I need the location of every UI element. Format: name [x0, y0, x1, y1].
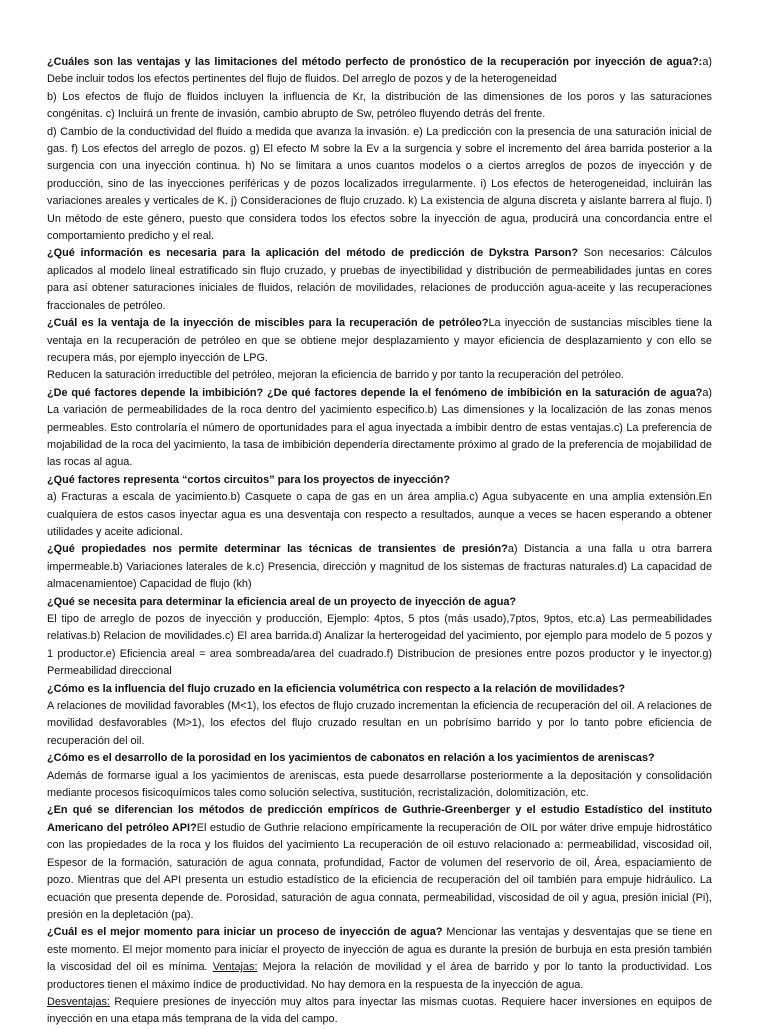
ventajas-label: Ventajas:	[212, 961, 258, 974]
answer-miscibles: La inyección de sustancias miscibles tiene la ventaja en la recuperación de petróleo en que se obtiene mejor desplazamiento y mayor eficiencia de desplazamiento y con ello se recupera más, por ejemplo inyección de LPG.	[47, 317, 712, 364]
answer-1: a) Debe incluir todos los efectos pertinentes del flujo de fluidos. Del arreglo de pozos y de la heterogeneidad	[47, 56, 712, 86]
question-cortos-circuitos: ¿Qué factores representa “cortos circuitos” para los proyectos de inyección?	[47, 473, 451, 486]
answer-miscibles-cont: Reducen la saturación irreductible del petróleo, mejoran la eficiencia de barrido y por tanto la recuperación del petróleo.	[47, 369, 624, 382]
question-flujo-cruzado: ¿Cómo es la influencia del flujo cruzado en la eficiencia volumétrica con respecto a la relación de movilidades?	[47, 682, 625, 695]
answer-transientes: a) Distancia a una falla u otra barrera impermeable.b) Variaciones laterales de k.c) Presencia, dirección y magnitud de los sistemas de fracturas naturales.d) La capacidad de almacenamientoe) Capacidad de flujo (kh)	[47, 543, 712, 591]
paragraph-18	[47, 924, 712, 994]
paragraph-4	[47, 245, 712, 315]
desventajas-text: Requiere presiones de inyección muy altos para inyectar las mismas cuotas. Requiere hacer inversiones en equipos de inyección en una etapa más temprana de la vida del campo.	[47, 995, 712, 1026]
question-1: ¿Cuáles son las ventajas y las limitaciones del método perfecto de pronóstico de la recuperación por inyección de agua?:	[47, 56, 703, 68]
paragraph-15	[47, 750, 712, 767]
answer-2: b) Los efectos de flujo de fluidos incluyen la influencia de Kr, la distribución de las dimensiones de los poros y las saturaciones congénitas. c) Incluirá un frente de invasión, cambio abrupto de Sw, petróleo fluyendo detrás del frente.	[47, 90, 712, 121]
paragraph-11	[47, 594, 712, 611]
paragraph-5	[47, 315, 712, 367]
paragraph-17	[47, 802, 712, 924]
answer-cortos-circuitos: a) Fracturas a escala de yacimiento.b) Casquete o capa de gas en un área amplia.c) Agua subyacente en una amplia extensión.En cualquiera de estos casos inyectar agua es una desventaja con respecto a resultados, aunque a veces se hacen esperando a obtener utilidades y aceite adicional.	[47, 491, 712, 538]
answer-guthrie-api: El estudio de Guthrie relaciono empíricamente la recuperación de OIL por wáter drive empuje hidrostático con las propiedades de la roca y los fluidos del yacimiento La recuperación de oil estuvo relacionado a: permeabilidad, viscosidad oil, Espesor de la formación, saturación de agua connata, profundidad, Factor de volumen del reservorio de oil, Área, espaciamiento de pozo. Mientras que del API presenta un estudio estadístico de la eficiencia de recuperación del oil también para empuje hidráulico. La ecuación que presenta depende de. Porosidad, saturación de agua connata, permeabilidad, viscosidad de oil y agua, presión inicial (Pi), presión en la depletación (pa).	[47, 821, 712, 921]
paragraph-6	[47, 367, 712, 384]
answer-eficiencia-areal: El tipo de arreglo de pozos de inyección y producción, Ejemplo: 4ptos, 5 ptos (más usado),7ptos, 9ptos, etc.a) Las permeabilidades relativas.b) Relacion de movilidades.c) El area barrida.d) Analizar la herterogeidad del yacimiento, por ejemplo para modelo de 5 pozos y 1 productor.e) Eficiencia areal = area sombreada/area del cuadrado.f) Distribucion de presiones entre pozos productor y le inyector.g) Permeabilidad direccional	[47, 613, 712, 678]
paragraph-2	[47, 89, 712, 124]
answer-flujo-cruzado: A relaciones de movilidad favorables (M<1), los efectos de flujo cruzado incrementan la eficiencia de recuperación del oil. A relaciones de movilidad desfavorables (M>1), los efectos del flujo cruzado resultan en un pobrísimo barrido y por lo tanto pobre eficiencia de recuperación del oil.	[47, 700, 712, 747]
question-transientes: ¿Qué propiedades nos permite determinar las técnicas de transientes de presión?	[47, 543, 508, 556]
question-eficiencia-areal: ¿Qué se necesita para determinar la eficiencia areal de un proyecto de inyección de agua?	[47, 595, 517, 608]
answer-mejor-momento: Mencionar las ventajas y desventajas que se tiene en este momento. El mejor momento para iniciar el proyecto de inyección de agua es durante la presión de burbuja en esta presión también la viscosidad del oil es mínima.	[47, 926, 712, 974]
paragraph-3	[47, 124, 712, 246]
paragraph-1	[47, 54, 712, 89]
paragraph-8	[47, 472, 712, 489]
answer-porosidad: Además de formarse igual a los yacimientos de areniscas, esta puede desarrollarse posteriormente a la depositación y consolidación mediante procesos fisicoquímicos tales como solución selectiva, sustitución, recristalización, dolomitización, etc.	[47, 769, 712, 800]
question-guthrie-api: ¿En qué se diferencian los métodos de predicción empíricos de Guthrie-Greenberger y el estudio Estadístico del instituto Americano del petróleo API?	[47, 804, 712, 834]
paragraph-7	[47, 385, 712, 472]
desventajas-label: Desventajas:	[47, 995, 110, 1008]
document-page	[47, 54, 712, 1029]
paragraph-12	[47, 611, 712, 681]
question-porosidad: ¿Cómo es el desarrollo de la porosidad en los yacimientos de cabonatos en relación a los yacimientos de areniscas?	[47, 752, 655, 765]
answer-dykstra-parson: Son necesarios: Cálculos aplicados al modelo lineal estratificado sin flujo cruzado, y pruebas de inyectibilidad y distribución de permeabilidades juntas en cores para así obtener saturaciones iniciales de fluidos, relación de movilidades, relaciones de producción agua-aceite y las recuperaciones fraccionales de petróleo.	[47, 247, 712, 312]
answer-3: d) Cambio de la conductividad del fluido a medida que avanza la invasión. e) La predicción con la presencia de una saturación inicial de gas. f) Los efectos del arreglo de pozos. g) El efecto M sobre la Ev a la surgencia y sobre el incremento del área barrida posterior a la surgencia con una inyección continua. h) No se limitara a unos cuantos modelos o a ciertos arreglos de pozos de inyección y de producción, sino de las inyecciones periféricas y de pozos localizados irregularmente. i) Los efectos de heterogeneidad, incluirán las variaciones areales y verticales de K. j) Consideraciones de flujo cruzado. k) La existencia de alguna discreta y aislante barrera al flujo. l) Un método de este género, puesto que considera todos los efectos sobre la inyección de agua, producirá una concordancia entre el comportamiento predicho y el real.	[47, 125, 712, 243]
answer-imbibicion: a) La variación de permeabilidades de la roca dentro del yacimiento especifico.b) Las dimensiones y la localización de las zonas menos permeables. Esto controlaría el número de oportunidades para el agua inyectada a imbibir dentro de estas ventajas.c) La preferencia de mojabilidad de la roca del yacimiento, la tasa de imbibición dependería directamente próximo al grado de la preferencia de mojabilidad de las rocas al agua.	[47, 386, 712, 469]
paragraph-16	[47, 768, 712, 803]
question-dykstra-parson: ¿Qué información es necesaria para la aplicación del método de predicción de Dykstra Parson?	[47, 247, 579, 260]
paragraph-9	[47, 489, 712, 541]
question-imbibicion: ¿De qué factores depende la imbibición? ¿De qué factores depende la el fenómeno de imbibición en la saturación de agua?	[47, 386, 703, 399]
question-mejor-momento: ¿Cuál es el mejor momento para iniciar un proceso de inyección de agua?	[47, 926, 443, 939]
paragraph-13	[47, 681, 712, 698]
question-miscibles: ¿Cuál es la ventaja de la inyección de miscibles para la recuperación de petróleo?	[47, 317, 489, 330]
paragraph-14	[47, 698, 712, 750]
paragraph-10	[47, 541, 712, 593]
ventajas-text: Mejora la relación de movilidad y el área de barrido y por lo tanto la productividad. Los productores tienen el máximo índice de productividad. No hay demora en la respuesta de la inyección de agua.	[47, 961, 713, 991]
